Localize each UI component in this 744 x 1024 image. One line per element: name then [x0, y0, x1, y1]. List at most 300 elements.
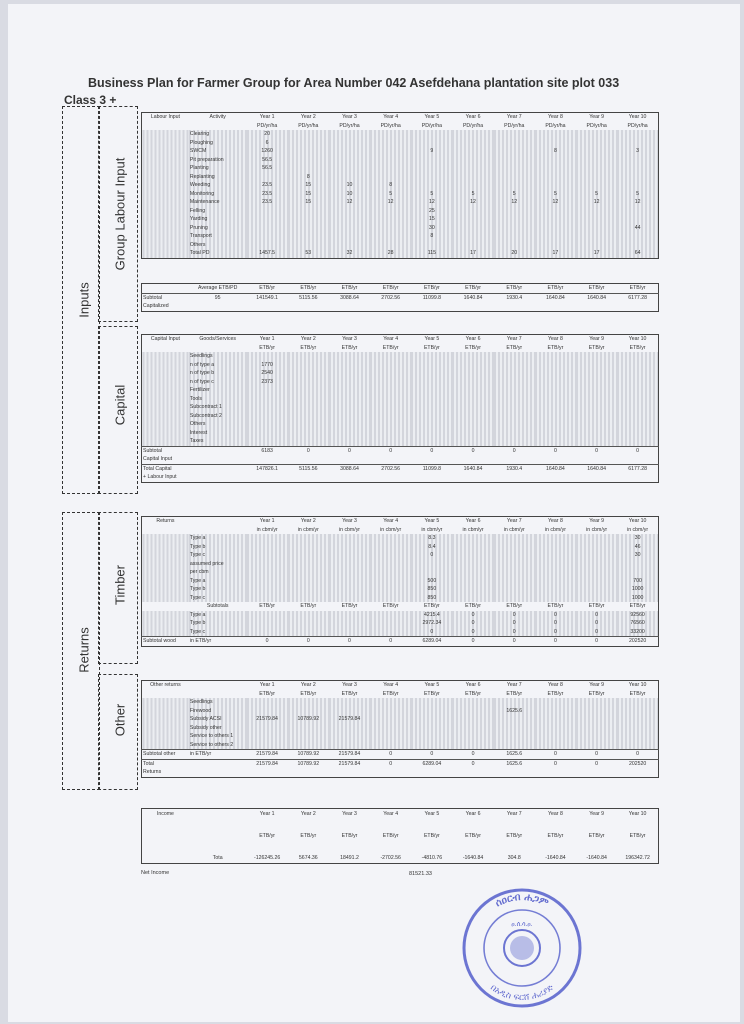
value-cell: 1930.4 [494, 293, 535, 302]
value-cell: 11099.8 [411, 293, 452, 302]
value-cell: 0 [452, 759, 493, 768]
value-cell: 0 [576, 619, 617, 628]
value-cell [247, 534, 288, 543]
unit-header: PD/yr/ha [298, 122, 319, 129]
value-cell: 10789.92 [288, 759, 329, 768]
row-label: Replanting [189, 173, 247, 182]
value-cell [370, 224, 411, 233]
value-cell [535, 534, 576, 543]
value-cell [494, 352, 535, 361]
value-cell [452, 403, 493, 412]
value-cell [617, 560, 658, 569]
value-cell: 25 [411, 207, 452, 216]
value-cell: 44 [617, 224, 658, 233]
value-cell [452, 741, 493, 750]
timber-subtotal-row [142, 611, 659, 620]
row-label: Subtotal wood [142, 637, 189, 647]
capital-row [142, 386, 659, 395]
labour-row [142, 241, 659, 250]
value-cell: 6289.04 [411, 637, 452, 647]
value-cell: 46 [617, 543, 658, 552]
value-cell [617, 420, 658, 429]
value-cell [288, 412, 329, 421]
value-cell [288, 378, 329, 387]
labour-row [142, 173, 659, 182]
value-cell: 0 [617, 750, 658, 760]
row-label: Others [189, 241, 247, 250]
value-cell [576, 378, 617, 387]
value-cell: 18491.2 [340, 854, 359, 861]
timber-subtotal-row [142, 628, 659, 637]
row-label: assumed price [189, 560, 247, 569]
spacer-cell [189, 831, 247, 842]
value-cell [411, 130, 452, 139]
value-cell: 0 [494, 628, 535, 637]
value-cell: 3088.64 [329, 293, 370, 302]
year-header: Year 7 [506, 336, 522, 343]
timber-row [142, 577, 659, 586]
value-cell: 0 [576, 750, 617, 760]
row-label: Type b [189, 585, 247, 594]
value-cell: 1770 [247, 361, 288, 370]
value-cell [576, 224, 617, 233]
value-cell [247, 437, 288, 446]
value-cell [576, 207, 617, 216]
value-cell [494, 147, 535, 156]
spacer-cell [142, 249, 189, 258]
labour-row [142, 215, 659, 224]
value-cell [411, 369, 452, 378]
header-cell: Goods/Services [199, 336, 236, 343]
year-header: Year 1 [259, 336, 275, 343]
value-cell: 10789.92 [288, 750, 329, 760]
value-cell: 0 [452, 446, 493, 455]
value-cell [576, 139, 617, 148]
value-cell [288, 207, 329, 216]
capital-row [142, 361, 659, 370]
row-label: n of type a [189, 361, 247, 370]
timber-wood-subtotal-row [142, 637, 659, 647]
unit-header: in cbm/yr [627, 526, 649, 533]
unit-header: ETB/yr [506, 285, 523, 292]
row-label: Planting [189, 164, 247, 173]
unit-header: ETB/yr [300, 603, 317, 610]
header-row [142, 681, 659, 690]
unit-header: ETB/yr [465, 603, 481, 610]
value-cell [370, 361, 411, 370]
row-label: Type c [189, 594, 247, 603]
value-cell: 10 [329, 181, 370, 190]
value-cell [247, 568, 288, 577]
value-cell [288, 611, 329, 620]
value-cell [494, 732, 535, 741]
unit-header: ETB/yr [465, 833, 481, 839]
value-cell [494, 207, 535, 216]
row-label: Total Capital [142, 464, 189, 473]
value-cell: 10 [329, 190, 370, 199]
spacer-cell [370, 302, 411, 311]
spacer-cell [142, 412, 189, 421]
value-cell [494, 164, 535, 173]
value-cell [247, 403, 288, 412]
value-cell [617, 241, 658, 250]
value-cell [370, 628, 411, 637]
value-cell [576, 352, 617, 361]
value-cell [494, 715, 535, 724]
value-cell: 0 [576, 759, 617, 768]
value-cell [329, 361, 370, 370]
spacer-cell [142, 534, 189, 543]
value-cell [247, 232, 288, 241]
class-label: Class 3 + [64, 93, 117, 107]
unit-header: ETB/yr [588, 833, 605, 839]
net-income-label: Net Income [141, 870, 170, 876]
value-cell [329, 619, 370, 628]
value-cell [329, 224, 370, 233]
value-cell [370, 707, 411, 716]
value-cell [617, 412, 658, 421]
value-cell [452, 369, 493, 378]
value-cell [535, 594, 576, 603]
avg-label: Average ETB/PD [197, 285, 238, 292]
value-cell [494, 724, 535, 733]
unit-header: PD/yr/ha [545, 122, 566, 129]
value-cell [370, 130, 411, 139]
value-cell [452, 156, 493, 165]
value-cell [617, 741, 658, 750]
capital-row [142, 412, 659, 421]
value-cell [617, 361, 658, 370]
unit-header: ETB/yr [382, 603, 399, 610]
row-label: Pit preparation [189, 156, 247, 165]
value-cell: 0 [494, 637, 535, 647]
value-cell [535, 437, 576, 446]
value-cell [452, 715, 493, 724]
value-cell [576, 412, 617, 421]
value-cell [617, 403, 658, 412]
value-cell [576, 741, 617, 750]
spacer-cell [142, 594, 189, 603]
value-cell [329, 173, 370, 182]
value-cell [411, 378, 452, 387]
value-cell [370, 741, 411, 750]
unit-header: ETB/yr [588, 285, 605, 292]
value-cell: 56.5 [247, 156, 288, 165]
spacer-cell [617, 302, 658, 311]
value-cell [535, 395, 576, 404]
unit-header: PD/yr/ha [627, 122, 648, 129]
official-stamp [458, 884, 586, 1012]
value-cell [576, 147, 617, 156]
row-label: Total PD [189, 249, 247, 258]
row-label [189, 446, 247, 455]
value-cell: 15 [288, 198, 329, 207]
row-label: Subtotal other [142, 750, 189, 760]
spacer-cell [142, 284, 189, 294]
value-cell [370, 215, 411, 224]
year-header: Year 4 [383, 682, 399, 689]
value-cell: 12 [411, 198, 452, 207]
value-cell [576, 437, 617, 446]
value-cell [247, 429, 288, 438]
header-cell [142, 526, 189, 535]
spacer-cell [247, 302, 288, 311]
value-cell: 12 [576, 198, 617, 207]
value-cell: 12 [452, 198, 493, 207]
value-cell [247, 619, 288, 628]
capital-input-table [141, 334, 659, 483]
value-cell: 56.5 [247, 164, 288, 173]
row-label: Fertilizer [189, 386, 247, 395]
value-cell [370, 241, 411, 250]
value-cell [452, 173, 493, 182]
value-cell [247, 628, 288, 637]
row-label: Type b [189, 543, 247, 552]
svg-text:ሰዐርብ ሐጋም: ሰዐርብ ሐጋም [493, 891, 551, 910]
value-cell [576, 585, 617, 594]
value-cell: 15 [288, 190, 329, 199]
value-cell [452, 585, 493, 594]
value-cell [288, 139, 329, 148]
value-cell [288, 707, 329, 716]
row-label: Type a [189, 611, 247, 620]
value-cell [288, 585, 329, 594]
year-header: Year 10 [628, 518, 647, 525]
year-header: Year 10 [628, 682, 647, 689]
value-cell [411, 724, 452, 733]
value-cell [576, 698, 617, 707]
value-cell: 23.5 [247, 190, 288, 199]
value-cell [494, 577, 535, 586]
value-cell [494, 741, 535, 750]
unit-header: PD/yr/ha [462, 122, 484, 129]
value-cell [329, 707, 370, 716]
value-cell [576, 232, 617, 241]
unit-header: ETB/yr [341, 833, 358, 839]
value-cell [617, 130, 658, 139]
value-cell [494, 361, 535, 370]
capital-row [142, 369, 659, 378]
row-label: Yarding [189, 215, 247, 224]
value-cell [494, 215, 535, 224]
value-cell [370, 437, 411, 446]
value-cell [329, 164, 370, 173]
year-header: Year 2 [300, 336, 316, 343]
value-cell [329, 232, 370, 241]
value-cell [247, 386, 288, 395]
svg-text:ዐ.ሰ.ሳ.ዐ.: ዐ.ሰ.ሳ.ዐ. [511, 921, 533, 928]
value-cell: 6183 [247, 446, 288, 455]
spacer-cell [142, 378, 189, 387]
value-cell: 21579.84 [329, 715, 370, 724]
value-cell: 202520 [617, 759, 658, 768]
unit-header: ETB/yr [341, 690, 358, 697]
value-cell [576, 429, 617, 438]
value-cell: 0 [370, 750, 411, 760]
value-cell [288, 215, 329, 224]
year-header: Year 3 [342, 114, 357, 121]
value-cell [288, 724, 329, 733]
value-cell [411, 361, 452, 370]
unit-header: ETB/yr [341, 285, 358, 292]
value-cell: 0 [370, 637, 411, 647]
value-cell [329, 130, 370, 139]
value-cell: -1640.84 [545, 854, 566, 861]
value-cell: 12 [535, 198, 576, 207]
value-cell: 21579.84 [329, 750, 370, 760]
value-cell: 5 [370, 190, 411, 199]
net-income-value: 81521.33 [409, 871, 432, 877]
value-cell: 76560 [617, 619, 658, 628]
spacer-cell [142, 715, 189, 724]
value-cell [370, 698, 411, 707]
value-cell [576, 732, 617, 741]
row-label: Tota [212, 854, 223, 861]
unit-header: PD/yr/ha [257, 122, 278, 129]
year-header: Year 4 [383, 518, 399, 525]
income-unit-row [142, 831, 659, 842]
header-row [142, 517, 659, 526]
value-cell [370, 543, 411, 552]
value-cell: 1000 [617, 594, 658, 603]
value-cell [452, 224, 493, 233]
value-cell: 23.5 [247, 198, 288, 207]
value-cell [576, 715, 617, 724]
spacer-cell [142, 395, 189, 404]
header-cell [189, 122, 247, 131]
value-cell [247, 741, 288, 750]
year-header: Year 3 [342, 336, 357, 343]
value-cell [617, 352, 658, 361]
document-title: Business Plan for Farmer Group for Area Number 042 Asefdehana plantation site plot 033 [88, 76, 620, 90]
value-cell [411, 156, 452, 165]
value-cell [370, 585, 411, 594]
header-cell [189, 526, 247, 535]
unit-header: ETB/yr [629, 285, 646, 292]
value-cell [617, 173, 658, 182]
value-cell [576, 181, 617, 190]
value-cell: 21579.84 [247, 750, 288, 760]
value-cell [535, 412, 576, 421]
value-cell: 1457.5 [247, 249, 288, 258]
value-cell: 5 [576, 190, 617, 199]
value-cell [411, 139, 452, 148]
spacer-cell [142, 429, 189, 438]
year-header: Year 1 [259, 114, 275, 121]
capital-row [142, 429, 659, 438]
value-cell [494, 139, 535, 148]
value-cell [329, 420, 370, 429]
year-header: Year 10 [628, 811, 647, 818]
value-cell [288, 420, 329, 429]
year-header: Year 7 [506, 682, 522, 689]
spacer-cell [142, 173, 189, 182]
value-cell [617, 207, 658, 216]
value-cell [452, 551, 493, 560]
value-cell: 8.4 [411, 543, 452, 552]
unit-header: ETB/yr [382, 285, 399, 292]
value-cell [329, 207, 370, 216]
value-cell [247, 594, 288, 603]
row-label: Subcontract 1 [189, 403, 247, 412]
value-cell: 20 [494, 249, 535, 258]
value-cell: 0 [576, 628, 617, 637]
value-cell [288, 543, 329, 552]
value-cell: 0 [576, 637, 617, 647]
value-cell [288, 732, 329, 741]
labour-row [142, 224, 659, 233]
spacer-cell [142, 853, 189, 864]
labour-row [142, 156, 659, 165]
value-cell [494, 568, 535, 577]
header-cell: Activity [209, 114, 226, 121]
row-label: Type c [189, 628, 247, 637]
row-label: Tools [189, 395, 247, 404]
value-cell [411, 707, 452, 716]
value-cell [329, 429, 370, 438]
unit-header: PD/yr/ha [504, 122, 525, 129]
value-cell [370, 611, 411, 620]
timber-row [142, 551, 659, 560]
value-cell: 6289.04 [411, 759, 452, 768]
value-cell [288, 619, 329, 628]
year-header: Year 3 [342, 682, 357, 689]
value-cell: 0 [617, 446, 658, 455]
labour-row [142, 232, 659, 241]
value-cell: 20 [247, 130, 288, 139]
row-label: Type a [189, 534, 247, 543]
value-cell [494, 585, 535, 594]
timber-row [142, 585, 659, 594]
value-cell [494, 698, 535, 707]
value-cell [329, 577, 370, 586]
year-header: Year 5 [424, 336, 440, 343]
svg-text:በአዲስ ፍርሸ ሐሪያድ: በአዲስ ፍርሸ ሐሪያድ [488, 982, 556, 1004]
value-cell [535, 585, 576, 594]
value-cell [329, 551, 370, 560]
spacer-cell [142, 207, 189, 216]
value-cell: -4810.76 [421, 854, 443, 861]
value-cell [370, 732, 411, 741]
value-cell: 15 [288, 181, 329, 190]
unit-header: ETB/yr [506, 344, 523, 351]
value-cell: 92560 [617, 611, 658, 620]
value-cell [329, 147, 370, 156]
year-header: Year 5 [424, 682, 440, 689]
unit-header: ETB/yr [341, 344, 358, 351]
unit-header: ETB/yr [547, 690, 564, 697]
value-cell [576, 156, 617, 165]
header-row [142, 335, 659, 344]
value-cell [411, 741, 452, 750]
year-header: Year 8 [548, 518, 563, 525]
value-cell: 0 [535, 637, 576, 647]
value-cell: 1640.84 [576, 464, 617, 473]
value-cell [370, 395, 411, 404]
value-cell [535, 352, 576, 361]
row-label: Subsidy other [189, 724, 247, 733]
unit-header: in cbm/yr [462, 526, 484, 533]
year-header: Year 5 [424, 811, 440, 818]
value-cell [494, 232, 535, 241]
spacer-cell [142, 698, 189, 707]
value-cell: 0 [411, 446, 452, 455]
value-cell [452, 412, 493, 421]
value-cell [576, 403, 617, 412]
unit-header: in cbm/yr [503, 526, 525, 533]
year-header: Year 7 [506, 114, 522, 121]
year-header: Year 2 [300, 114, 316, 121]
